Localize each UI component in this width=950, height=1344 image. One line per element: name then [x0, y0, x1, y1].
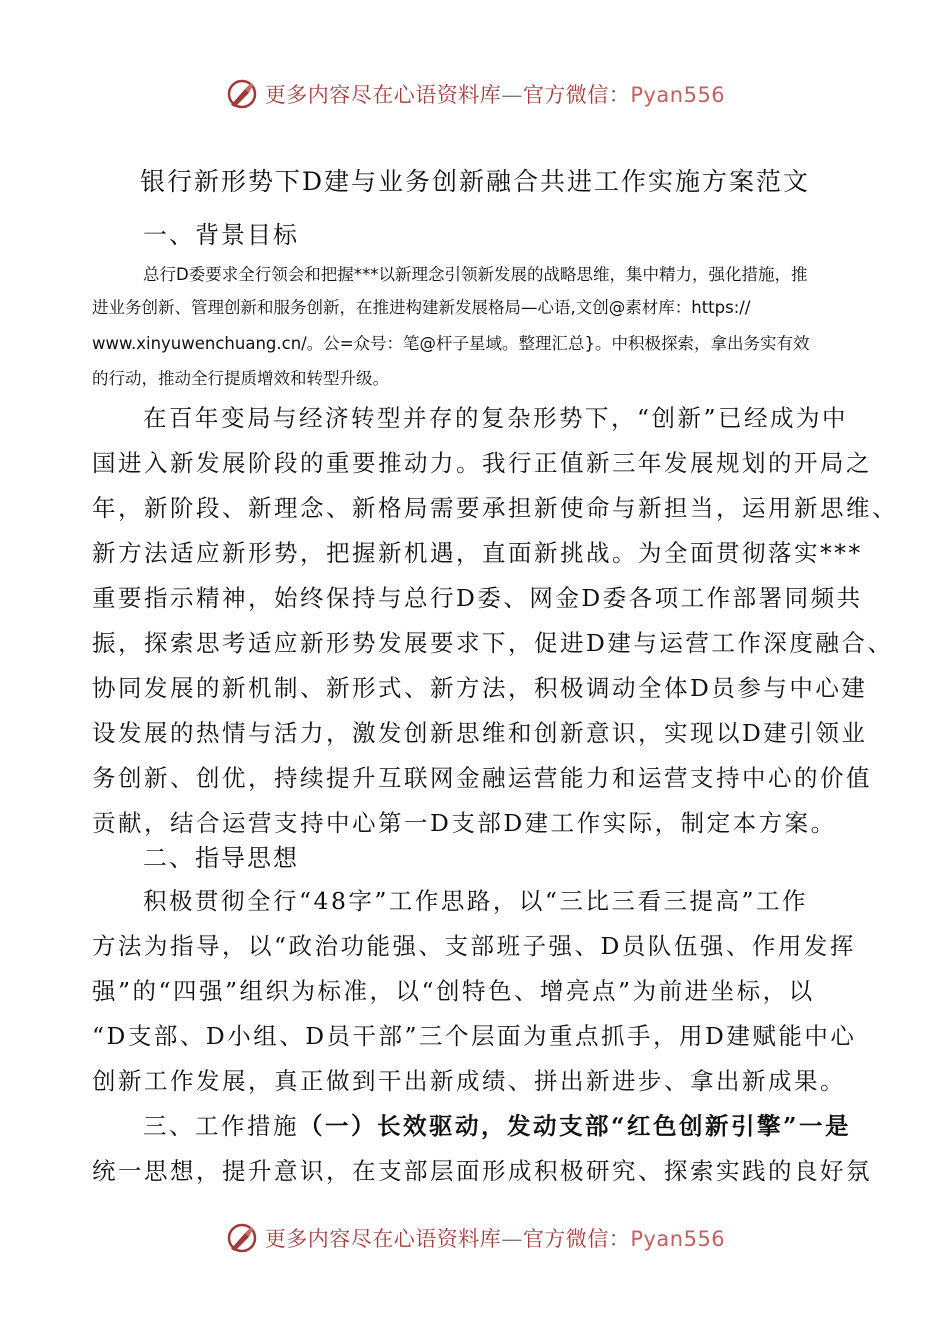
body-line: 贡献，结合运营支持中心第一D支部D建工作实际，制定本方案。	[92, 809, 837, 837]
body-line: 年，新阶段、新理念、新格局需要承担新使命与新担当，运用新思维、	[92, 494, 898, 522]
body-line: 在百年变局与经济转型并存的复杂形势下，“创新”已经成为中	[143, 404, 849, 432]
body-line: 方法为指导，以“政治功能强、支部班子强、D员队伍强、作用发挥	[92, 932, 856, 960]
section-heading-guiding-thought: 二、指导思想	[143, 844, 299, 872]
body-line: 国进入新发展阶段的重要推动力。我行正值新三年发展规划的开局之	[92, 449, 872, 477]
body-line: 创新工作发展，真正做到干出新成绩、拼出新进步、拿出新成果。	[92, 1067, 846, 1095]
watermark-text: 更多内容尽在心语资料库—官方微信：Pyan556	[264, 83, 726, 107]
body-line: 新方法适应新形势，把握新机遇，直面新挑战。为全面贯彻落实***	[92, 539, 863, 567]
body-line: 统一思想，提升意识，在支部层面形成积极研究、探索实践的良好氛	[92, 1157, 872, 1185]
section-heading-background: 一、背景目标	[143, 221, 299, 249]
intro-line: 进业务创新、管理创新和服务创新，在推进构建新发展格局—心语,文创@素材库：https://	[92, 298, 751, 317]
document-title: 银行新形势下D建与业务创新融合共进工作实施方案范文	[139, 167, 811, 196]
section-heading-label: 三、工作措施	[143, 1112, 299, 1140]
watermark-banner-bottom	[0, 1218, 950, 1258]
body-line: 积极贯彻全行“48字”工作思路，以“三比三看三提高”工作	[143, 887, 808, 915]
bold-lead-text: （一）长效驱动，发动支部“红色创新引擎”一是	[299, 1112, 852, 1140]
pen-logo-icon	[225, 77, 259, 111]
pen-logo-icon	[225, 1221, 259, 1255]
body-line: 重要指示精神，始终保持与总行D委、网金D委各项工作部署同频共	[92, 584, 863, 612]
body-line: “D支部、D小组、D员干部”三个层面为重点抓手，用D建赋能中心	[92, 1022, 857, 1050]
watermark-banner-top	[0, 74, 950, 114]
intro-line: www.xinyuwenchuang.cn/。公=众号：笔@杆子星域。整理汇总}。中积极探索，拿出务实有效	[92, 334, 810, 353]
watermark-text: 更多内容尽在心语资料库—官方微信：Pyan556	[264, 1227, 726, 1251]
body-line: 协同发展的新机制、新形式、新方法，积极调动全体D员参与中心建	[92, 674, 868, 702]
body-line: 务创新、创优，持续提升互联网金融运营能力和运营支持中心的价值	[92, 764, 872, 792]
section-heading-measures	[143, 1107, 851, 1141]
intro-line: 总行D委要求全行领会和把握***以新理念引领新发展的战略思维，集中精力，强化措施，推	[143, 265, 808, 284]
body-line: 设发展的热情与活力，激发创新思维和创新意识，实现以D建引领业	[92, 719, 868, 747]
intro-line: 的行动，推动全行提质增效和转型升级。	[92, 369, 389, 388]
body-line: 强”的“四强”组织为标准，以“创特色、增亮点”为前进坐标，以	[92, 977, 815, 1005]
body-line: 振，探索思考适应新形势发展要求下，促进D建与运营工作深度融合、	[92, 629, 894, 657]
